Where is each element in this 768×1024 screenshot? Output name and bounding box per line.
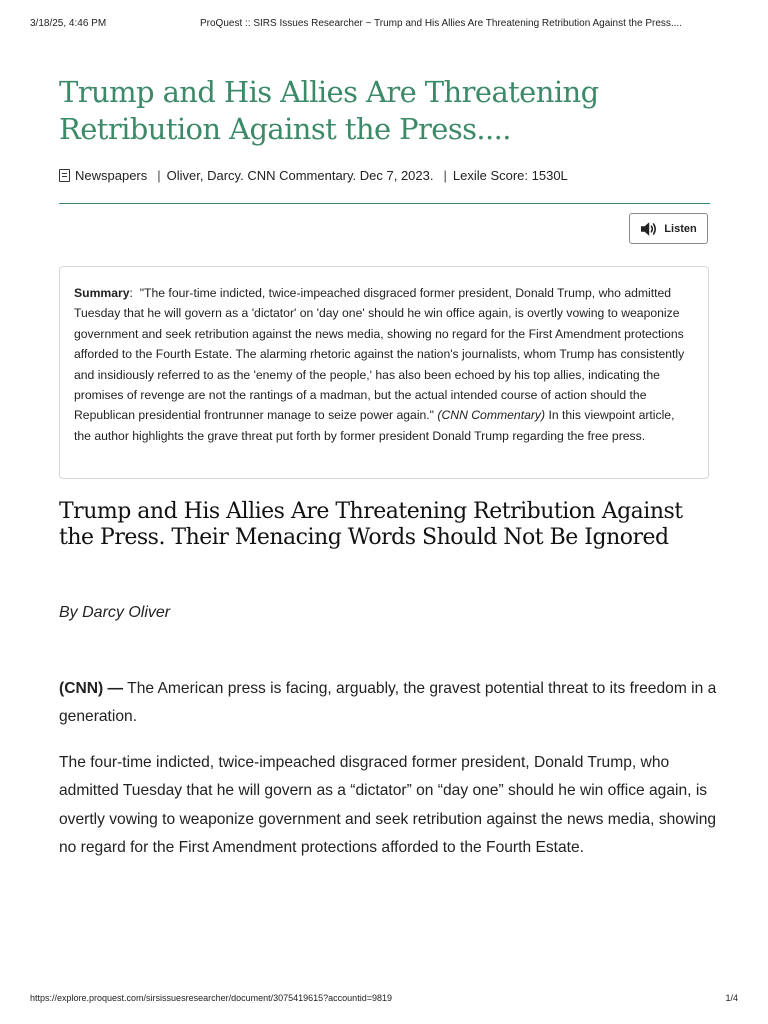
- title-divider: [59, 203, 710, 204]
- source-type-link[interactable]: Newspapers: [75, 168, 148, 183]
- meta-separator: |: [443, 168, 447, 183]
- byline: By Darcy Oliver: [59, 604, 171, 621]
- speaker-icon: [640, 221, 658, 237]
- print-url: https://explore.proquest.com/sirsissuesresearcher/document/3075419615?accountid=9819: [30, 993, 392, 1003]
- meta-separator: |: [157, 168, 161, 183]
- summary-text: "The four-time indicted, twice-impeached disgraced former president, Donald Trump, who admitted Tuesday that he will govern as a 'dictator' on 'day one' should he win office again, is overtly vowing to weaponize government and seek retribution against the news media, showing no regard for the First Amendment protections afforded to the Fourth Estate. The alarming rhetoric against the nation's journalists, whom Trump has consistently and insidiously referred to as the 'enemy of the people,' has also been echoed by his top allies, indicating the promises of revenge are not the rantings of a madman, but the actual intended course of action should the Republican presidential frontrunner manage to seize power again.": [74, 286, 685, 423]
- article-paragraph: The four-time indicted, twice-impeached disgraced former president, Donald Trump, who admitted Tuesday that he will govern as a “dictator” on “day one” should he win office again, is overtly vowing to weaponize government and seek retribution against the news media, showing no regard for the First Amendment protections afforded to the Fourth Estate.: [59, 754, 717, 856]
- newspaper-icon: [59, 169, 70, 182]
- document-title: Trump and His Allies Are Threatening Retribution Against the Press....: [59, 75, 599, 146]
- listen-button[interactable]: [629, 213, 708, 244]
- document-meta: [59, 168, 719, 183]
- article-heading: Trump and His Allies Are Threatening Retribution Against the Press. Their Menacing Words Should Not Be Ignored: [59, 499, 683, 550]
- summary-tail: In this viewpoint article, the author highlights the grave threat put forth by former president Donald Trump regarding the free press.: [74, 408, 675, 443]
- print-page-number: 1/4: [725, 993, 738, 1003]
- dateline: (CNN) —: [59, 680, 124, 697]
- lexile-score: Lexile Score: 1530L: [452, 168, 568, 183]
- print-footer: [30, 993, 738, 1007]
- print-date: 3/18/25, 4:46 PM: [30, 18, 107, 29]
- print-header: [30, 18, 738, 32]
- paragraph-text: The American press is facing, arguably, the gravest potential threat to its freedom in a generation.: [59, 680, 717, 726]
- listen-label: Listen: [664, 222, 697, 235]
- article-paragraph: [59, 675, 719, 732]
- summary-label: Summary: [74, 286, 130, 300]
- summary-source: (CNN Commentary): [437, 408, 546, 423]
- summary-box: Summary: "The four-time indicted, twice-impeached disgraced former president, Donald Trump, who admitted Tuesday that he will govern as a 'dictator' on 'day one' should he win office again, is overtly vowing to weaponize government and seek retribution against the news media, showing no regard for the First Amendment protections afforded to the Fourth Estate. The alarming rhetoric against the nation's journalists, whom Trump has consistently and insidiously referred to as the 'enemy of the people,' has also been echoed by his top allies, indicating the promises of revenge are not the rantings of a madman, but the actual intended course of action should the Republican presidential frontrunner manage to seize power again." (CNN Commentary) In this viewpoint article, the author highlights the grave threat put forth by former president Donald Trump regarding the free press.: [59, 266, 709, 479]
- print-page-title: ProQuest :: SIRS Issues Researcher ~ Trump and His Allies Are Threatening Retribution Against the Press....: [200, 18, 682, 29]
- citation: Oliver, Darcy. CNN Commentary. Dec 7, 2023.: [166, 168, 434, 183]
